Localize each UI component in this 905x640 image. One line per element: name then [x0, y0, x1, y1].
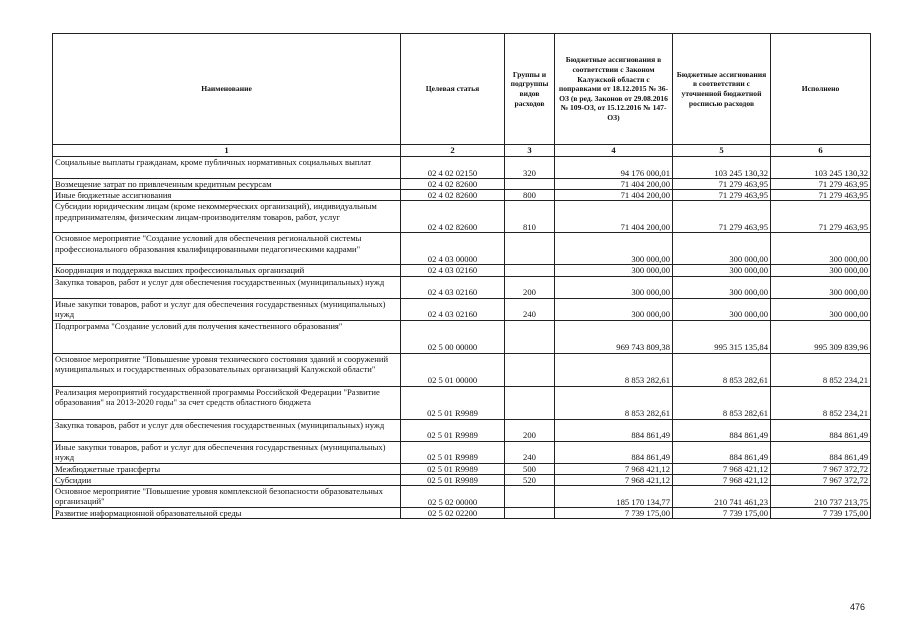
row-law-amount-cell: 8 853 282,61 — [555, 386, 673, 419]
row-name-cell: Иные закупки товаров, работ и услуг для обеспечения государственных (муниципальных) нужд — [53, 441, 401, 463]
row-name-cell: Основное мероприятие "Повышение уровня комплексной безопасности образовательных организаций" — [53, 486, 401, 508]
row-executed-amount-cell: 71 279 463,95 — [771, 190, 871, 201]
row-plan-amount-cell: 995 315 135,84 — [673, 320, 771, 353]
table-row — [53, 201, 871, 233]
column-number: 4 — [555, 145, 673, 157]
column-number: 2 — [401, 145, 505, 157]
header-plan-allocations: Бюджетные ассигнования в соответствии с уточненной бюджетной росписью расходов — [673, 34, 771, 145]
table-row — [53, 419, 871, 441]
row-law-amount-cell: 71 404 200,00 — [555, 201, 673, 233]
row-group-cell: 520 — [505, 474, 555, 485]
row-plan-amount-cell: 8 853 282,61 — [673, 353, 771, 386]
row-code-cell: 02 4 02 82600 — [401, 190, 505, 201]
header-target-article: Целевая статья — [401, 34, 505, 145]
row-name-cell: Подпрограмма "Создание условий для получения качественного образования" — [53, 320, 401, 353]
row-code-cell: 02 5 01 R9989 — [401, 463, 505, 474]
row-name-cell: Межбюджетные трансферты — [53, 463, 401, 474]
table-row — [53, 463, 871, 474]
row-code-cell: 02 4 02 82600 — [401, 201, 505, 233]
row-plan-amount-cell: 7 968 421,12 — [673, 463, 771, 474]
row-group-cell: 200 — [505, 419, 555, 441]
table-row — [53, 157, 871, 179]
row-executed-amount-cell: 300 000,00 — [771, 298, 871, 320]
row-executed-amount-cell: 7 739 175,00 — [771, 508, 871, 519]
row-law-amount-cell: 884 861,49 — [555, 419, 673, 441]
row-code-cell: 02 5 02 00000 — [401, 486, 505, 508]
row-law-amount-cell: 969 743 809,38 — [555, 320, 673, 353]
row-plan-amount-cell: 71 279 463,95 — [673, 190, 771, 201]
row-code-cell: 02 5 02 02200 — [401, 508, 505, 519]
table-row — [53, 265, 871, 276]
table-row — [53, 353, 871, 386]
header-expense-groups: Группы и подгруппы видов расходов — [505, 34, 555, 145]
row-group-cell: 240 — [505, 298, 555, 320]
row-code-cell: 02 4 03 02160 — [401, 276, 505, 298]
column-number: 1 — [53, 145, 401, 157]
row-code-cell: 02 4 03 02160 — [401, 298, 505, 320]
row-group-cell — [505, 508, 555, 519]
row-name-cell: Развитие информационной образовательной среды — [53, 508, 401, 519]
row-law-amount-cell: 7 968 421,12 — [555, 463, 673, 474]
row-executed-amount-cell: 995 309 839,96 — [771, 320, 871, 353]
table-body — [53, 157, 871, 519]
row-group-cell: 320 — [505, 157, 555, 179]
table-row — [53, 474, 871, 485]
row-executed-amount-cell: 210 737 213,75 — [771, 486, 871, 508]
row-group-cell — [505, 486, 555, 508]
row-name-cell: Реализация мероприятий государственной программы Российской Федерации "Развитие образования" на 2013-2020 годы" за счет средств областного бюджета — [53, 386, 401, 419]
row-plan-amount-cell: 7 968 421,12 — [673, 474, 771, 485]
table-row — [53, 386, 871, 419]
row-code-cell: 02 5 00 00000 — [401, 320, 505, 353]
row-code-cell: 02 5 01 R9989 — [401, 474, 505, 485]
column-number: 3 — [505, 145, 555, 157]
row-executed-amount-cell: 8 852 234,21 — [771, 353, 871, 386]
row-executed-amount-cell: 71 279 463,95 — [771, 179, 871, 190]
row-code-cell: 02 4 03 02160 — [401, 265, 505, 276]
row-executed-amount-cell: 884 861,49 — [771, 441, 871, 463]
row-group-cell — [505, 320, 555, 353]
row-name-cell: Иные бюджетные ассигнования — [53, 190, 401, 201]
row-group-cell: 810 — [505, 201, 555, 233]
row-plan-amount-cell: 300 000,00 — [673, 298, 771, 320]
row-law-amount-cell: 185 170 134,77 — [555, 486, 673, 508]
header-law-allocations: Бюджетные ассигнования в соответствии с Законом Калужской области с поправками от 18.12.2015 № 36-ОЗ (в ред. Законов от 29.08.2016 № 109-ОЗ, от 15.12.2016 № 147-ОЗ) — [555, 34, 673, 145]
table-row — [53, 486, 871, 508]
row-code-cell: 02 5 01 R9989 — [401, 441, 505, 463]
row-plan-amount-cell: 300 000,00 — [673, 276, 771, 298]
row-plan-amount-cell: 7 739 175,00 — [673, 508, 771, 519]
row-code-cell: 02 5 01 R9989 — [401, 419, 505, 441]
header-name: Наименование — [53, 34, 401, 145]
column-number: 5 — [673, 145, 771, 157]
row-code-cell: 02 4 02 02150 — [401, 157, 505, 179]
row-executed-amount-cell: 71 279 463,95 — [771, 201, 871, 233]
row-group-cell: 500 — [505, 463, 555, 474]
table-row — [53, 508, 871, 519]
row-law-amount-cell: 300 000,00 — [555, 276, 673, 298]
column-number-row — [53, 145, 871, 157]
row-group-cell — [505, 386, 555, 419]
row-law-amount-cell: 7 968 421,12 — [555, 474, 673, 485]
row-executed-amount-cell: 7 967 372,72 — [771, 474, 871, 485]
row-plan-amount-cell: 884 861,49 — [673, 419, 771, 441]
row-name-cell: Основное мероприятие "Создание условий для обеспечения региональной системы профессионального образования квалифицированными педагогическими кадрами" — [53, 233, 401, 265]
row-law-amount-cell: 300 000,00 — [555, 298, 673, 320]
row-group-cell: 800 — [505, 190, 555, 201]
row-group-cell — [505, 265, 555, 276]
row-name-cell: Основное мероприятие "Повышение уровня технического состояния зданий и сооружений муниципальных и государственных образовательных организаций Калужской области" — [53, 353, 401, 386]
row-plan-amount-cell: 103 245 130,32 — [673, 157, 771, 179]
table-row — [53, 320, 871, 353]
budget-table — [52, 33, 871, 519]
row-plan-amount-cell: 71 279 463,95 — [673, 179, 771, 190]
row-law-amount-cell: 300 000,00 — [555, 233, 673, 265]
header-row — [53, 34, 871, 145]
row-law-amount-cell: 7 739 175,00 — [555, 508, 673, 519]
row-law-amount-cell: 884 861,49 — [555, 441, 673, 463]
table-row — [53, 441, 871, 463]
row-code-cell: 02 4 03 00000 — [401, 233, 505, 265]
row-code-cell: 02 5 01 00000 — [401, 353, 505, 386]
row-group-cell: 200 — [505, 276, 555, 298]
header-executed: Исполнено — [771, 34, 871, 145]
row-law-amount-cell: 71 404 200,00 — [555, 190, 673, 201]
row-executed-amount-cell: 884 861,49 — [771, 419, 871, 441]
row-code-cell: 02 4 02 82600 — [401, 179, 505, 190]
table-row — [53, 276, 871, 298]
row-code-cell: 02 5 01 R9989 — [401, 386, 505, 419]
row-law-amount-cell: 94 176 000,01 — [555, 157, 673, 179]
row-name-cell: Возмещение затрат по привлеченным кредитным ресурсам — [53, 179, 401, 190]
row-plan-amount-cell: 71 279 463,95 — [673, 201, 771, 233]
row-executed-amount-cell: 300 000,00 — [771, 265, 871, 276]
row-executed-amount-cell: 8 852 234,21 — [771, 386, 871, 419]
row-name-cell: Иные закупки товаров, работ и услуг для обеспечения государственных (муниципальных) нужд — [53, 298, 401, 320]
row-executed-amount-cell: 300 000,00 — [771, 276, 871, 298]
row-name-cell: Субсидии — [53, 474, 401, 485]
row-executed-amount-cell: 300 000,00 — [771, 233, 871, 265]
column-number: 6 — [771, 145, 871, 157]
table-row — [53, 179, 871, 190]
row-name-cell: Социальные выплаты гражданам, кроме публичных нормативных социальных выплат — [53, 157, 401, 179]
row-plan-amount-cell: 210 741 461,23 — [673, 486, 771, 508]
row-law-amount-cell: 8 853 282,61 — [555, 353, 673, 386]
row-name-cell: Закупка товаров, работ и услуг для обеспечения государственных (муниципальных) нужд — [53, 276, 401, 298]
row-executed-amount-cell: 7 967 372,72 — [771, 463, 871, 474]
table-row — [53, 298, 871, 320]
table-row — [53, 233, 871, 265]
row-group-cell: 240 — [505, 441, 555, 463]
row-group-cell — [505, 353, 555, 386]
page-number: 476 — [849, 602, 865, 612]
row-plan-amount-cell: 300 000,00 — [673, 265, 771, 276]
row-law-amount-cell: 300 000,00 — [555, 265, 673, 276]
row-law-amount-cell: 71 404 200,00 — [555, 179, 673, 190]
row-name-cell: Координация и поддержка высших профессиональных организаций — [53, 265, 401, 276]
row-executed-amount-cell: 103 245 130,32 — [771, 157, 871, 179]
row-group-cell — [505, 233, 555, 265]
row-name-cell: Закупка товаров, работ и услуг для обеспечения государственных (муниципальных) нужд — [53, 419, 401, 441]
row-plan-amount-cell: 884 861,49 — [673, 441, 771, 463]
row-plan-amount-cell: 300 000,00 — [673, 233, 771, 265]
table-row — [53, 190, 871, 201]
row-plan-amount-cell: 8 853 282,61 — [673, 386, 771, 419]
row-name-cell: Субсидии юридическим лицам (кроме некоммерческих организаций), индивидуальным предпринимателям, физическим лицам-производителям товаров, работ, услуг — [53, 201, 401, 233]
row-group-cell — [505, 179, 555, 190]
